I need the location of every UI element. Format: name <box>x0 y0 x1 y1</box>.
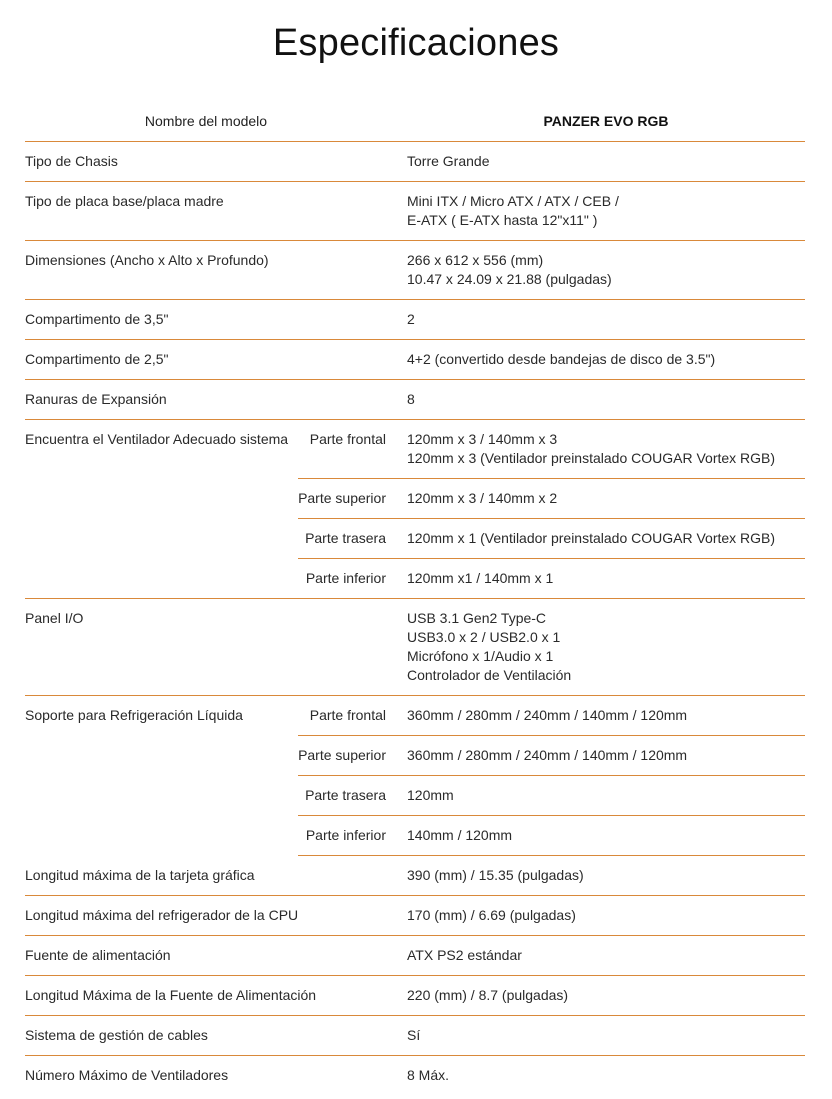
row-divider <box>25 695 805 696</box>
spec-label: Encuentra el Ventilador Adecuado sistema <box>25 431 289 447</box>
spec-sublabel: Parte frontal <box>309 707 386 723</box>
row-divider <box>25 299 805 300</box>
model-name-label: Nombre del modelo <box>144 113 268 129</box>
row-divider <box>25 339 805 340</box>
spec-label: Dimensiones (Ancho x Alto x Profundo) <box>25 252 269 268</box>
row-divider <box>25 240 805 241</box>
spec-label: Ranuras de Expansión <box>25 391 167 407</box>
spec-value: 120mm x 1 (Ventilador preinstalado COUGAR Vortex RGB) <box>407 530 776 546</box>
spec-value: 360mm / 280mm / 240mm / 140mm / 120mm <box>407 707 688 723</box>
spec-value: 10.47 x 24.09 x 21.88 (pulgadas) <box>407 271 612 287</box>
spec-value: USB3.0 x 2 / USB2.0 x 1 <box>407 629 561 645</box>
spec-label: Tipo de Chasis <box>25 153 118 169</box>
spec-sublabel: Parte trasera <box>305 787 386 803</box>
row-divider <box>25 1015 805 1016</box>
spec-label: Soporte para Refrigeración Líquida <box>25 707 243 723</box>
spec-sublabel: Parte inferior <box>305 827 386 843</box>
row-divider <box>25 181 805 182</box>
spec-label: Panel I/O <box>25 610 84 626</box>
spec-value: 120mm x 3 / 140mm x 3 <box>407 431 558 447</box>
subrow-divider <box>298 558 805 559</box>
spec-value: 2 <box>407 311 415 327</box>
spec-value: 120mm x 3 / 140mm x 2 <box>407 490 558 506</box>
subrow-divider <box>298 855 805 856</box>
spec-value: Micrófono x 1/Audio x 1 <box>407 648 554 664</box>
spec-value: ATX PS2 estándar <box>407 947 522 963</box>
spec-sublabel: Parte frontal <box>309 431 386 447</box>
subrow-divider <box>298 775 805 776</box>
spec-label: Longitud Máxima de la Fuente de Alimentación <box>25 987 317 1003</box>
spec-value: E-ATX ( E-ATX hasta 12"x11" ) <box>407 212 598 228</box>
spec-value: 8 <box>407 391 415 407</box>
row-divider <box>25 141 805 142</box>
spec-value: Mini ITX / Micro ATX / ATX / CEB / <box>407 193 619 209</box>
subrow-divider <box>298 518 805 519</box>
spec-value: 360mm / 280mm / 240mm / 140mm / 120mm <box>407 747 688 763</box>
subrow-divider <box>298 815 805 816</box>
spec-value: 4+2 (convertido desde bandejas de disco de 3.5") <box>407 351 716 367</box>
row-divider <box>25 598 805 599</box>
spec-value: USB 3.1 Gen2 Type-C <box>407 610 547 626</box>
spec-label: Fuente de alimentación <box>25 947 171 963</box>
subrow-divider <box>298 478 805 479</box>
spec-value: 8 Máx. <box>407 1067 450 1083</box>
spec-sublabel: Parte superior <box>298 747 386 763</box>
row-divider <box>25 1055 805 1056</box>
spec-value: Controlador de Ventilación <box>407 667 572 683</box>
spec-label: Compartimento de 2,5" <box>25 351 169 367</box>
page-title: Especificaciones <box>272 22 560 64</box>
row-divider <box>25 379 805 380</box>
spec-value: 266 x 612 x 556 (mm) <box>407 252 544 268</box>
spec-label: Longitud máxima de la tarjeta gráfica <box>25 867 255 883</box>
model-name-value: PANZER EVO RGB <box>543 113 669 129</box>
spec-value: 390 (mm) / 15.35 (pulgadas) <box>407 867 584 883</box>
spec-value: 120mm <box>407 787 454 803</box>
spec-label: Número Máximo de Ventiladores <box>25 1067 229 1083</box>
spec-label: Sistema de gestión de cables <box>25 1027 208 1043</box>
spec-sublabel: Parte superior <box>298 490 386 506</box>
row-divider <box>25 419 805 420</box>
spec-value: 170 (mm) / 6.69 (pulgadas) <box>407 907 576 923</box>
subrow-divider <box>298 735 805 736</box>
row-divider <box>25 895 805 896</box>
spec-sublabel: Parte trasera <box>305 530 386 546</box>
row-divider <box>25 935 805 936</box>
spec-label: Longitud máxima del refrigerador de la CPU <box>25 907 299 923</box>
spec-value: Sí <box>407 1027 421 1043</box>
spec-value: 220 (mm) / 8.7 (pulgadas) <box>407 987 569 1003</box>
spec-value: 140mm / 120mm <box>407 827 513 843</box>
spec-sublabel: Parte inferior <box>305 570 386 586</box>
spec-value: Torre Grande <box>407 153 490 169</box>
spec-value: 120mm x 3 (Ventilador preinstalado COUGAR Vortex RGB) <box>407 450 776 466</box>
spec-value: 120mm x1 / 140mm x 1 <box>407 570 554 586</box>
row-divider <box>25 975 805 976</box>
spec-label: Compartimento de 3,5" <box>25 311 169 327</box>
spec-label: Tipo de placa base/placa madre <box>25 193 224 209</box>
